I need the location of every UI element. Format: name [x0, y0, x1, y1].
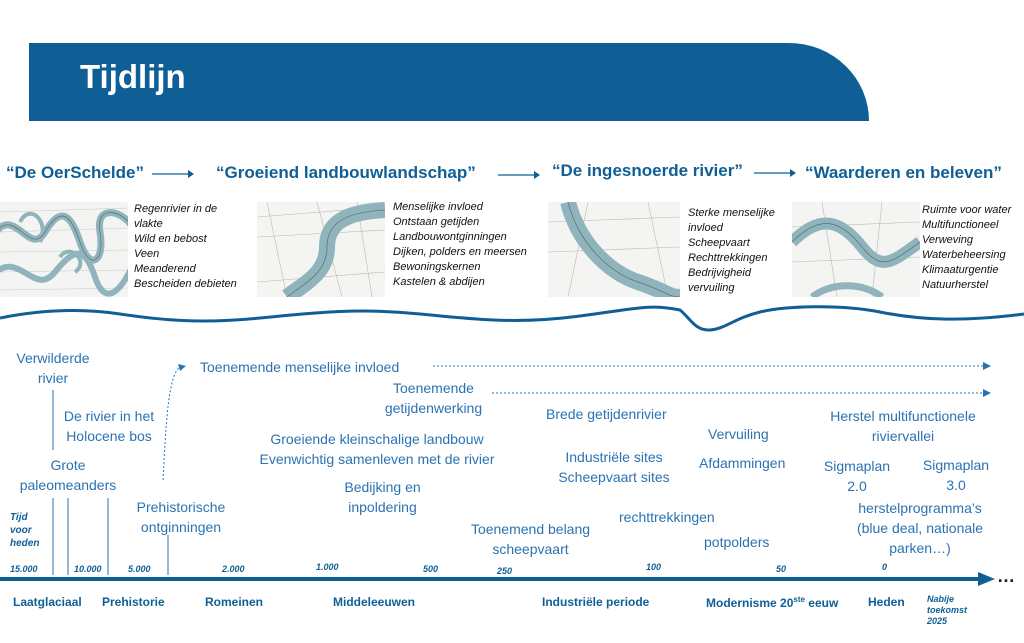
future-line: Nabije: [927, 594, 955, 604]
era-line: Veen: [134, 248, 160, 260]
event-line: Prehistorische: [136, 499, 226, 515]
timeline-axis-arrow: [0, 572, 1000, 588]
event-line: paleomeanders: [19, 477, 117, 493]
era-line: Regenrivier in de: [134, 203, 218, 215]
era-title-oerschelde: “De OerSchelde”: [6, 163, 144, 182]
tick-0: 0: [882, 562, 888, 572]
event-line: Toenemende: [393, 380, 474, 396]
restored-river-drawing: [792, 202, 920, 297]
event-sigmaplan-2: [818, 456, 896, 496]
axis-label-line: Tijd: [10, 512, 28, 523]
era-line: Scheepvaart: [688, 237, 750, 249]
period-modernisme: [706, 595, 838, 610]
era-line: Landbouwontginningen: [393, 231, 507, 243]
axis-label-line: heden: [10, 538, 40, 549]
event-getijdenwerking: [376, 378, 491, 418]
event-holocene-bos: [55, 406, 163, 446]
period-nabije-toekomst: [927, 594, 967, 627]
event-line: parken…): [889, 540, 951, 556]
era-line: Rechttrekkingen: [688, 252, 768, 264]
waarderen-beleven-sketch-map: [792, 202, 920, 297]
oerschelde-sketch-map: [0, 202, 128, 297]
event-herstelprogrammas: [840, 498, 1000, 558]
event-verwilderde-rivier: [8, 348, 98, 388]
event-line: De rivier in het: [63, 408, 155, 424]
event-line: scheepvaart: [492, 541, 569, 557]
arrow-right-icon: [752, 163, 798, 183]
era-line: Dijken, polders en meersen: [393, 246, 527, 258]
event-line: Groeiende kleinschalige landbouw: [270, 431, 484, 447]
event-afdammingen: Afdammingen: [699, 455, 786, 471]
tick-50: 50: [776, 564, 787, 574]
tick-100: 100: [646, 562, 662, 572]
event-brede-getijdenrivier: Brede getijdenrivier: [546, 406, 667, 422]
event-potpolders: potpolders: [704, 534, 770, 550]
era-line: Ruimte voor water: [922, 204, 1012, 216]
event-menselijke-invloed: Toenemende menselijke invloed: [200, 359, 400, 375]
meandering-river-drawing: [0, 202, 128, 297]
arrow-right-icon: [150, 164, 196, 184]
event-line: Grote: [50, 457, 86, 473]
event-line: Verwilderde: [16, 350, 90, 366]
era-description-landbouwlandschap: [393, 200, 527, 290]
era-line: vlakte: [134, 218, 163, 230]
tick-1000: 1.000: [316, 562, 339, 572]
event-line: rivier: [37, 370, 69, 386]
era-description-ingesnoerde-rivier: [688, 206, 775, 296]
event-line: getijdenwerking: [384, 400, 483, 416]
period-industriele-periode: Industriële periode: [542, 595, 650, 609]
event-herstel-riviervallei: [812, 406, 994, 446]
period-middeleeuwen: Middeleeuwen: [333, 595, 416, 609]
event-line: Herstel multifunctionele: [830, 408, 976, 424]
period-modernisme-suffix: eeuw: [804, 596, 839, 610]
wavy-river-line: [0, 296, 1024, 338]
era-line: vervuiling: [688, 282, 735, 294]
era-line: Kastelen & abdijen: [393, 276, 485, 288]
period-prehistorie: Prehistorie: [102, 595, 165, 609]
event-bedijking-inpoldering: [330, 477, 435, 517]
event-line: 3.0: [946, 477, 966, 493]
tick-10000: 10.000: [74, 564, 102, 574]
event-prehistorische-ontginningen: [128, 497, 234, 537]
event-rechttrekkingen: rechttrekkingen: [619, 509, 715, 525]
era-title-landbouwlandschap: “Groeiend landbouwlandschap”: [216, 163, 476, 182]
event-sigmaplan-3: [916, 455, 996, 495]
event-line: Sigmaplan: [922, 457, 990, 473]
event-kleinschalige-landbouw: [232, 429, 522, 469]
period-modernisme-text: Modernisme 20: [706, 596, 794, 610]
era-line: Bescheiden debieten: [134, 278, 237, 290]
tick-500: 500: [423, 564, 439, 574]
straightened-river-drawing: [548, 202, 680, 297]
period-heden: Heden: [868, 595, 905, 609]
event-line: Sigmaplan: [823, 458, 891, 474]
era-line: Bewoningskernen: [393, 261, 481, 273]
period-laatglaciaal: Laatglaciaal: [13, 595, 82, 609]
event-line: 2.0: [847, 478, 867, 494]
era-description-oerschelde: [134, 202, 237, 292]
page-title: Tijdlijn: [80, 58, 186, 95]
axis-label-line: voor: [10, 525, 32, 536]
era-line: Klimaaturgentie: [922, 264, 999, 276]
period-modernisme-sup: ste: [793, 595, 805, 604]
era-line: Menselijke invloed: [393, 201, 483, 213]
event-belang-scheepvaart: [458, 519, 603, 559]
tick-250: 250: [497, 566, 513, 576]
event-industriele-sites: [548, 447, 680, 487]
era-title-waarderen-beleven: “Waarderen en beleven”: [805, 163, 1002, 182]
era-title-ingesnoerde-rivier: “De ingesnoerde rivier”: [552, 161, 743, 180]
event-line: inpoldering: [348, 499, 417, 515]
era-line: Multifunctioneel: [922, 219, 999, 231]
era-line: Natuurherstel: [922, 279, 989, 291]
event-line: Scheepvaart sites: [558, 469, 670, 485]
event-line: herstelprogramma’s: [858, 500, 982, 516]
river-with-fields-drawing: [257, 202, 385, 297]
event-line: Evenwichtig samenleven met de rivier: [259, 451, 495, 467]
event-line: Toenemend belang: [470, 521, 591, 537]
timeline-ellipsis: …: [997, 566, 1015, 586]
event-paleomeanders: [8, 455, 128, 495]
event-line: Holocene bos: [66, 428, 152, 444]
event-line: Industriële sites: [565, 449, 663, 465]
arrow-right-icon: [496, 165, 542, 185]
event-line: Bedijking en: [344, 479, 421, 495]
future-line: toekomst: [927, 605, 968, 615]
era-line: Wild en bebost: [134, 233, 207, 245]
event-line: ontginningen: [140, 519, 222, 535]
landbouwlandschap-sketch-map: [257, 202, 385, 297]
era-line: Sterke menselijke: [688, 207, 775, 219]
era-line: Bedrijvigheid: [688, 267, 751, 279]
axis-label-tijd-voor-heden: [10, 511, 39, 550]
era-line: Ontstaan getijden: [393, 216, 480, 228]
event-vervuiling: Vervuiling: [708, 426, 769, 442]
era-line: Meanderend: [134, 263, 196, 275]
ingesnoerde-rivier-sketch-map: [548, 202, 680, 297]
era-line: Verweving: [922, 234, 973, 246]
event-line: riviervallei: [871, 428, 935, 444]
tick-2000: 2.000: [222, 564, 245, 574]
event-line: (blue deal, nationale: [856, 520, 984, 536]
future-line: 2025: [927, 616, 948, 626]
era-line: Waterbeheersing: [922, 249, 1006, 261]
tick-5000: 5.000: [128, 564, 151, 574]
era-line: invloed: [688, 222, 723, 234]
era-description-waarderen-beleven: [922, 203, 1011, 293]
period-romeinen: Romeinen: [205, 595, 264, 609]
tick-15000: 15.000: [10, 564, 38, 574]
